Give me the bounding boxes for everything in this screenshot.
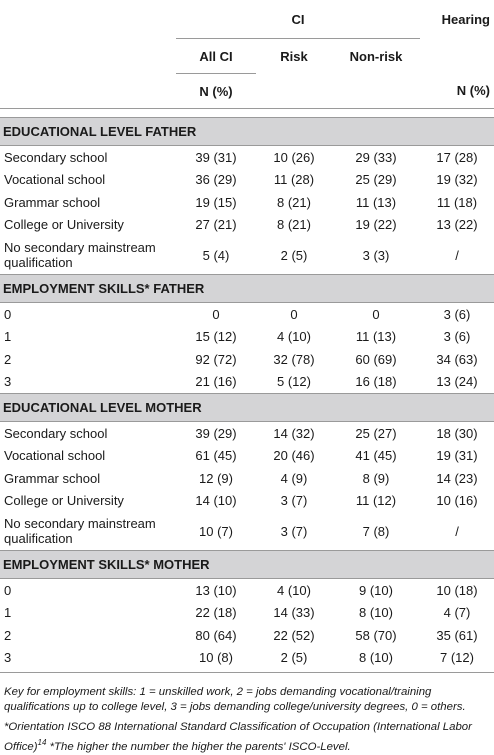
cell-non-risk: 11 (12) (355, 493, 397, 509)
cell-hearing: 10 (18) (436, 582, 478, 598)
cell-non-risk: 41 (45) (355, 448, 397, 464)
cell-risk: 3 (7) (280, 493, 308, 509)
cell-hearing: 11 (18) (436, 194, 478, 210)
header-risk: Risk (280, 48, 308, 64)
table-row (0, 422, 494, 445)
section-title: EDUCATIONAL LEVEL MOTHER (0, 394, 494, 422)
cell-risk: 8 (21) (277, 217, 311, 233)
cell-all-ci: 80 (64) (195, 627, 237, 643)
table-row (0, 579, 494, 602)
cell-non-risk: 25 (27) (355, 425, 397, 441)
row-label: Vocational school (4, 172, 106, 188)
cell-risk: 2 (5) (280, 650, 308, 666)
section-title: EDUCATIONAL LEVEL FATHER (0, 118, 494, 146)
section-title: EMPLOYMENT SKILLS* MOTHER (0, 551, 494, 579)
footnote-key: Key for employment skills: 1 = unskilled work, 2 = jobs demanding vocational/training qualifications up to college level, 3 = jobs demanding college/university degrees, 0 = others. (4, 686, 466, 713)
cell-all-ci: 5 (4) (202, 247, 230, 263)
table-row (0, 326, 494, 349)
cell-risk: 22 (52) (273, 627, 315, 643)
cell-all-ci: 15 (12) (195, 329, 237, 345)
section-header-row (0, 551, 494, 579)
footnote-reference: 14 (37, 738, 47, 747)
cell-hearing: 19 (32) (436, 172, 478, 188)
row-label: Secondary school (4, 425, 108, 441)
cell-all-ci: 12 (9) (199, 470, 233, 486)
cell-risk: 10 (26) (273, 149, 315, 165)
header-all-ci: All CI (176, 39, 256, 74)
table-row (0, 445, 494, 468)
cell-hearing: 19 (31) (436, 448, 478, 464)
cell-all-ci: 36 (29) (195, 172, 237, 188)
row-label: No secondary mainstream qualification (4, 516, 156, 546)
cell-risk: 32 (78) (273, 351, 315, 367)
cell-non-risk: 8 (10) (359, 605, 393, 621)
header-non-risk: Non-risk (349, 48, 403, 64)
cell-all-ci: 22 (18) (195, 605, 237, 621)
row-label: Vocational school (4, 448, 106, 464)
table-row (0, 191, 494, 214)
cell-non-risk: 19 (22) (355, 217, 397, 233)
table-row (0, 602, 494, 625)
header-n-pct-hearing: N (%) (456, 83, 490, 99)
cell-risk: 2 (5) (280, 247, 308, 263)
footnote-orientation-suffix: *The higher the number the higher the parents' ISCO-Level. (46, 740, 351, 753)
cell-non-risk: 0 (372, 306, 380, 322)
cell-risk: 20 (46) (273, 448, 315, 464)
cell-risk: 0 (290, 306, 298, 322)
cell-all-ci: 21 (16) (195, 374, 237, 390)
cell-all-ci: 10 (8) (199, 650, 233, 666)
cell-hearing: 34 (63) (436, 351, 478, 367)
cell-non-risk: 11 (13) (355, 194, 397, 210)
section-title: EMPLOYMENT SKILLS* FATHER (0, 275, 494, 303)
cell-hearing: / (455, 523, 459, 539)
cell-all-ci: 10 (7) (199, 523, 233, 539)
table-row (0, 624, 494, 647)
cell-hearing: 14 (23) (436, 470, 478, 486)
cell-risk: 4 (10) (277, 582, 311, 598)
cell-hearing: 7 (12) (440, 650, 474, 666)
section-header-row (0, 275, 494, 303)
row-label: 2 (4, 627, 12, 643)
row-label: 1 (4, 605, 12, 621)
cell-risk: 14 (33) (273, 605, 315, 621)
row-label: 2 (4, 351, 12, 367)
cell-hearing: 4 (7) (443, 605, 471, 621)
footnote-orientation-text: *Orientation ISCO 88 International Standard Classification of Occupation (International Labor Office) (4, 721, 472, 753)
cell-non-risk: 11 (13) (355, 329, 397, 345)
cell-risk: 8 (21) (277, 194, 311, 210)
cell-all-ci: 39 (29) (195, 425, 237, 441)
row-label: Grammar school (4, 194, 101, 210)
header-ci: CI (176, 0, 420, 39)
table-row (0, 214, 494, 237)
header-row-subgroups (0, 39, 494, 74)
footnote-orientation (4, 720, 490, 755)
cell-risk: 5 (12) (277, 374, 311, 390)
section-header-row (0, 118, 494, 146)
cell-non-risk: 60 (69) (355, 351, 397, 367)
cell-all-ci: 13 (10) (195, 582, 237, 598)
header-row-units (0, 74, 494, 109)
cell-hearing: 3 (6) (443, 306, 471, 322)
row-label: 1 (4, 329, 12, 345)
header-empty-cell (0, 0, 176, 39)
cell-risk: 3 (7) (280, 523, 308, 539)
cell-all-ci: 0 (212, 306, 220, 322)
cell-risk: 11 (28) (273, 172, 315, 188)
row-label: College or University (4, 493, 124, 509)
table-row (0, 303, 494, 326)
table-footnotes (0, 673, 494, 755)
section-header-row (0, 394, 494, 422)
table-row (0, 169, 494, 192)
cell-hearing: 13 (22) (436, 217, 478, 233)
row-label: 3 (4, 374, 12, 390)
cell-hearing: 18 (30) (436, 425, 478, 441)
cell-all-ci: 19 (15) (195, 194, 237, 210)
cell-hearing: / (455, 247, 459, 263)
cell-non-risk: 16 (18) (355, 374, 397, 390)
table-row (0, 647, 494, 670)
header-n-pct-all-ci: N (%) (199, 83, 233, 99)
table-row (0, 490, 494, 513)
cell-all-ci: 92 (72) (195, 351, 237, 367)
cell-hearing: 35 (61) (436, 627, 478, 643)
cell-non-risk: 3 (3) (362, 247, 390, 263)
cell-non-risk: 8 (9) (362, 470, 390, 486)
row-label: College or University (4, 217, 124, 233)
cell-non-risk: 7 (8) (362, 523, 390, 539)
row-label: Grammar school (4, 470, 101, 486)
header-divider (0, 109, 494, 118)
cell-non-risk: 9 (10) (359, 582, 393, 598)
table-row (0, 512, 494, 551)
row-label: 0 (4, 306, 12, 322)
row-label: 3 (4, 650, 12, 666)
cell-hearing: 10 (16) (436, 493, 478, 509)
cell-all-ci: 39 (31) (195, 149, 237, 165)
header-row-groups (0, 0, 494, 39)
table-row (0, 236, 494, 275)
cell-all-ci: 61 (45) (195, 448, 237, 464)
cell-non-risk: 29 (33) (355, 149, 397, 165)
table-body (0, 109, 494, 673)
cell-hearing: 3 (6) (443, 329, 471, 345)
table-row (0, 348, 494, 371)
table-row (0, 146, 494, 169)
cell-hearing: 17 (28) (436, 149, 478, 165)
cell-all-ci: 27 (21) (195, 217, 237, 233)
table-row (0, 467, 494, 490)
cell-risk: 4 (9) (280, 470, 308, 486)
cell-all-ci: 14 (10) (195, 493, 237, 509)
cell-non-risk: 25 (29) (355, 172, 397, 188)
table-row (0, 371, 494, 394)
cell-risk: 4 (10) (277, 329, 311, 345)
row-label: No secondary mainstream qualification (4, 240, 156, 270)
table-bottom-rule (0, 669, 494, 673)
row-label: 0 (4, 582, 12, 598)
cell-risk: 14 (32) (273, 425, 315, 441)
cell-non-risk: 8 (10) (359, 650, 393, 666)
row-label: Secondary school (4, 149, 108, 165)
cell-hearing: 13 (24) (436, 374, 478, 390)
cell-non-risk: 58 (70) (355, 627, 397, 643)
header-hearing: Hearing (441, 11, 490, 27)
